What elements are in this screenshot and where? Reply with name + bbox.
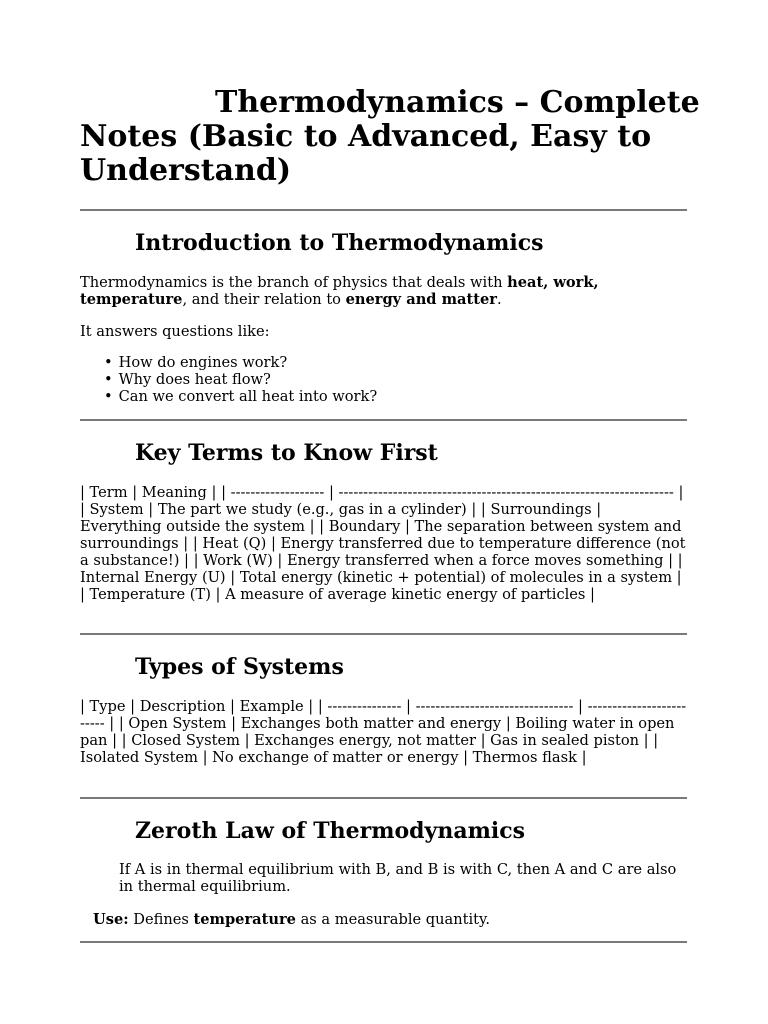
intro-text-1: Thermodynamics is the branch of physics that deals with xyxy=(80,274,508,291)
intro-bold-1: heat, work, temperature xyxy=(80,274,599,308)
zeroth-use xyxy=(93,911,700,928)
divider xyxy=(80,941,687,943)
use-text-2: as a measurable quantity. xyxy=(295,911,490,928)
intro-text-3: . xyxy=(496,291,502,308)
questions-intro: It answers questions like: xyxy=(80,323,270,340)
intro-text-2: , and their relation to xyxy=(182,291,346,308)
divider xyxy=(80,419,687,421)
use-label: Use: xyxy=(93,911,129,928)
use-bold: temperature xyxy=(193,911,296,928)
types-heading: Types of Systems xyxy=(135,654,344,680)
intro-paragraph xyxy=(80,274,687,308)
key-terms-heading: Key Terms to Know First xyxy=(135,440,438,466)
zeroth-statement: If A is in thermal equilibrium with B, and B is with C, then A and C are also in thermal equilibrium. xyxy=(119,861,677,895)
use-text-1: Defines xyxy=(128,911,194,928)
intro-heading: Introduction to Thermodynamics xyxy=(135,230,544,256)
zeroth-heading: Zeroth Law of Thermodynamics xyxy=(135,818,525,844)
questions-list xyxy=(80,354,687,405)
divider xyxy=(80,797,687,799)
list-item: • How do engines work? xyxy=(104,354,687,371)
intro-bold-2: energy and matter xyxy=(345,291,497,308)
divider xyxy=(80,633,687,635)
divider xyxy=(80,209,687,211)
list-item: • Can we convert all heat into work? xyxy=(104,388,687,405)
title-text: Thermodynamics – Complete Notes (Basic to Advanced, Easy to Understand) xyxy=(80,85,700,188)
types-table-text: | Type | Description | Example | | --------------- | -------------------------------- | ------------------------- | | Open System | Exchanges both matter and energy | Boiling water in open pan | | Closed System | Exchanges energy, not matter | Gas in sealed piston | | Isolated System | No exchange of matter or energy | Thermos flask | xyxy=(80,698,687,766)
page-title xyxy=(80,86,740,188)
key-terms-table-text: | Term | Meaning | | ------------------- | -------------------------------------------------------------------- | | System | The part we study (e.g., gas in a cylinder) | | Surroundings | Everything outside the system | | Boundary | The separation between system and surroundings | | Heat (Q) | Energy transferred due to temperature difference (not a substance!) | | Work (W) | Energy transferred when a force moves something | | Internal Energy (U) | Total energy (kinetic + potential) of molecules in a system | | Temperature (T) | A measure of average kinetic energy of particles | xyxy=(80,484,686,603)
list-item: • Why does heat flow? xyxy=(104,371,687,388)
